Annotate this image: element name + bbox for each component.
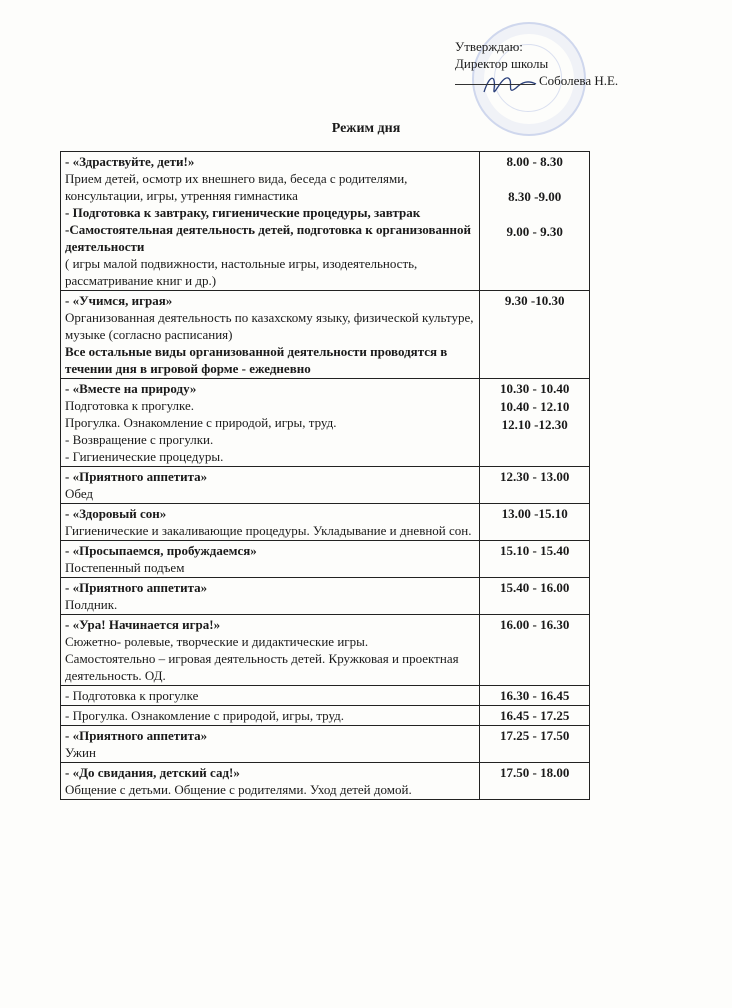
time-range: 16.00 - 16.30 — [500, 617, 570, 632]
page-title: Режим дня — [331, 121, 401, 136]
activity-line: Прогулка. Ознакомление с природой, игры, труд. — [65, 415, 337, 430]
activity-line: - Подготовка к завтраку, гигиенические процедуры, завтрак — [65, 205, 421, 220]
time-cell — [480, 467, 590, 504]
activity-line: Обед — [65, 486, 94, 501]
activity-line: - «Просыпаемся, пробуждаемся» — [65, 543, 257, 558]
time-range: 13.00 -15.10 — [501, 506, 568, 521]
activity-cell — [61, 504, 480, 541]
activity-line: Организованная деятельность по казахскому языку, физической культуре, музыке (согласно расписания) — [65, 310, 474, 342]
time-cell — [480, 541, 590, 578]
time-cell — [480, 291, 590, 379]
time-range: 16.45 - 17.25 — [500, 708, 570, 723]
activity-line: - Гигиенические процедуры. — [65, 449, 224, 464]
schedule-row — [61, 706, 590, 726]
approval-signer-line — [455, 72, 618, 89]
activity-cell — [61, 615, 480, 686]
time-range: 12.10 -12.30 — [501, 417, 568, 432]
activity-cell — [61, 726, 480, 763]
schedule-row — [61, 291, 590, 379]
schedule-row — [61, 152, 590, 291]
activity-line: ( игры малой подвижности, настольные игры, изодеятельность, рассматривание книг и др.) — [65, 256, 418, 288]
activity-line: - Подготовка к прогулке — [65, 688, 199, 703]
signature-line — [455, 84, 535, 85]
activity-line: - Возвращение с прогулки. — [65, 432, 214, 447]
activity-line: Самостоятельно – игровая деятельность детей. Кружковая и проектная деятельность. ОД. — [65, 651, 459, 683]
activity-line: Общение с детьми. Общение с родителями. Уход детей домой. — [65, 782, 412, 797]
activity-line: - «Здоровый сон» — [65, 506, 167, 521]
schedule-row — [61, 763, 590, 800]
activity-line: Сюжетно- ролевые, творческие и дидактические игры. — [65, 634, 369, 649]
schedule-row — [61, 726, 590, 763]
activity-cell — [61, 291, 480, 379]
activity-cell — [61, 763, 480, 800]
schedule-row — [61, 615, 590, 686]
time-range: 15.40 - 16.00 — [500, 580, 570, 595]
activity-cell — [61, 379, 480, 467]
activity-line: Прием детей, осмотр их внешнего вида, беседа с родителями, консультации, игры, утренняя гимнастика — [65, 171, 408, 203]
time-range: 17.25 - 17.50 — [500, 728, 570, 743]
daily-schedule-table — [60, 151, 590, 800]
time-cell — [480, 615, 590, 686]
activity-cell — [61, 152, 480, 291]
activity-line: - «Вместе на природу» — [65, 381, 197, 396]
schedule-row — [61, 467, 590, 504]
activity-line: Гигиенические и закаливающие процедуры. Укладывание и дневной сон. — [65, 523, 472, 538]
approval-signer: Соболева Н.Е. — [539, 73, 619, 88]
activity-line: Все остальные виды организованной деятельности проводятся в течении дня в игровой форме - ежедневно — [65, 344, 448, 376]
activity-cell — [61, 467, 480, 504]
time-range: 12.30 - 13.00 — [500, 469, 570, 484]
activity-line: Полдник. — [65, 597, 118, 612]
approval-heading: Утверждаю: — [455, 39, 523, 54]
time-range: 9.00 - 9.30 — [506, 224, 563, 239]
activity-line: Постепенный подъем — [65, 560, 185, 575]
time-range: 16.30 - 16.45 — [500, 688, 570, 703]
time-range: 17.50 - 18.00 — [500, 765, 570, 780]
approval-block — [455, 38, 618, 89]
activity-line: - «Приятного аппетита» — [65, 728, 208, 743]
activity-line: - «Приятного аппетита» — [65, 580, 208, 595]
time-cell — [480, 379, 590, 467]
time-cell — [480, 152, 590, 291]
time-cell — [480, 706, 590, 726]
activity-cell — [61, 578, 480, 615]
activity-line: Ужин — [65, 745, 96, 760]
activity-line: - «Учимся, играя» — [65, 293, 173, 308]
activity-line: - Прогулка. Ознакомление с природой, игры, труд. — [65, 708, 345, 723]
activity-line: - «До свидания, детский сад!» — [65, 765, 240, 780]
time-range: 8.00 - 8.30 — [506, 154, 563, 169]
time-range: 15.10 - 15.40 — [500, 543, 570, 558]
activity-cell — [61, 541, 480, 578]
activity-cell — [61, 706, 480, 726]
approval-position: Директор школы — [455, 56, 549, 71]
time-cell — [480, 763, 590, 800]
activity-cell — [61, 686, 480, 706]
time-cell — [480, 686, 590, 706]
schedule-row — [61, 578, 590, 615]
schedule-row — [61, 686, 590, 706]
time-range: 10.40 - 12.10 — [500, 399, 570, 414]
schedule-row — [61, 504, 590, 541]
time-range: 9.30 -10.30 — [504, 293, 565, 308]
activity-line: Подготовка к прогулке. — [65, 398, 195, 413]
activity-line: -Самостоятельная деятельность детей, подготовка к организованной деятельности — [65, 222, 471, 254]
time-cell — [480, 726, 590, 763]
time-cell — [480, 578, 590, 615]
activity-line: - «Здраствуйте, дети!» — [65, 154, 195, 169]
activity-line: - «Приятного аппетита» — [65, 469, 208, 484]
time-range: 10.30 - 10.40 — [500, 381, 570, 396]
time-cell — [480, 504, 590, 541]
schedule-row — [61, 379, 590, 467]
activity-line: - «Ура! Начинается игра!» — [65, 617, 221, 632]
schedule-row — [61, 541, 590, 578]
time-range: 8.30 -9.00 — [508, 189, 562, 204]
